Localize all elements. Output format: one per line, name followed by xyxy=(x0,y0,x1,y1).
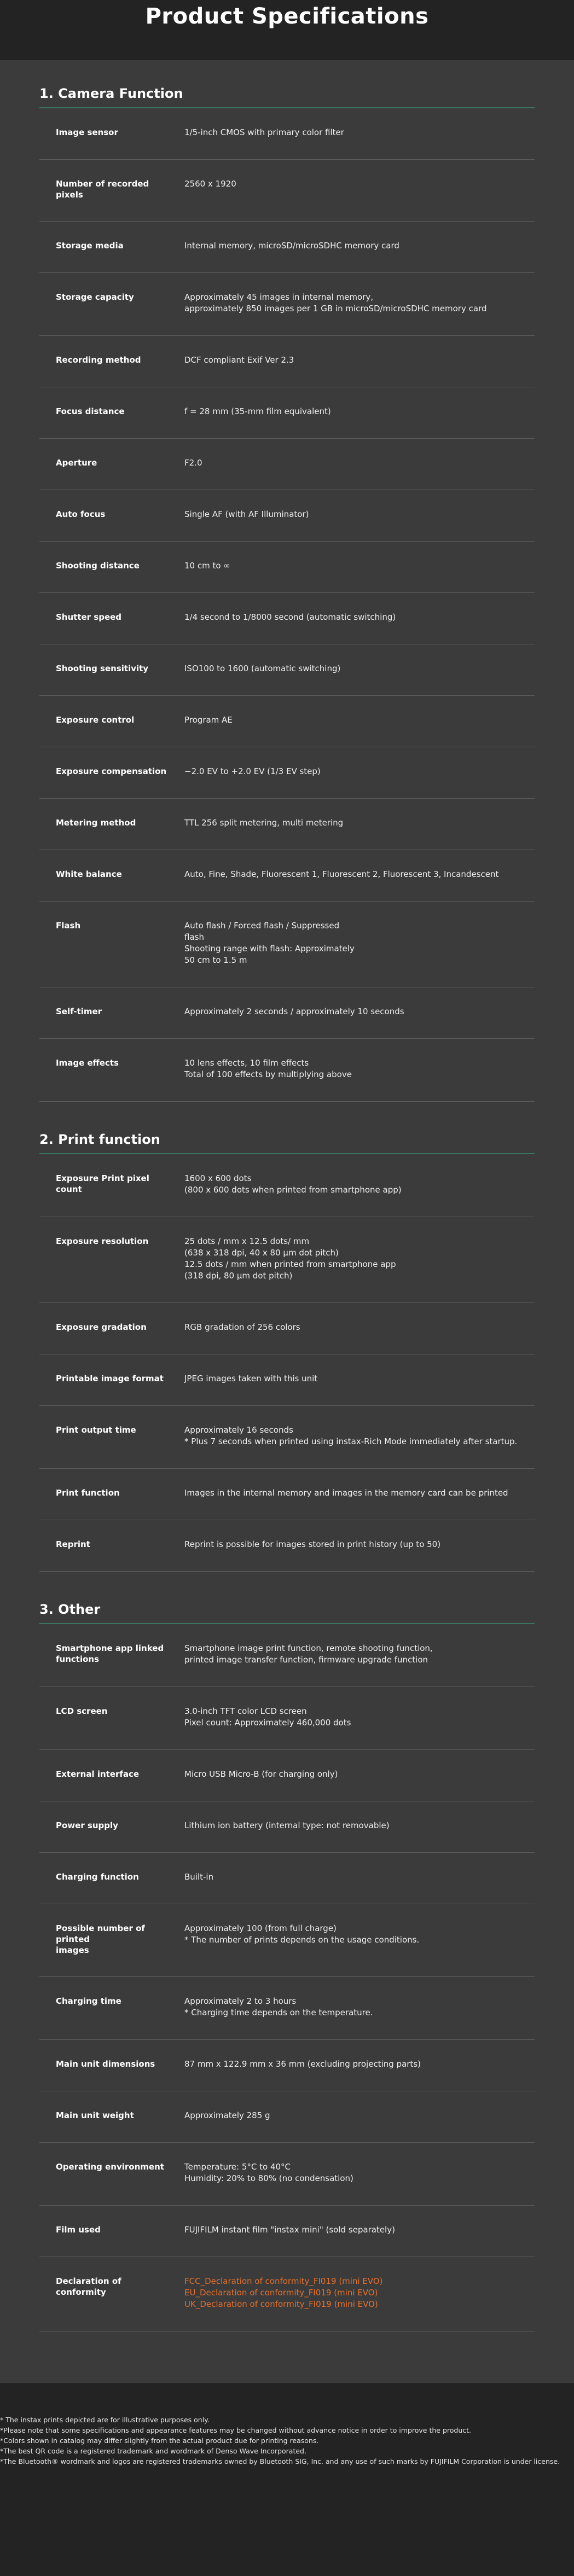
spec-value-line: Images in the internal memory and images in the memory card can be printed xyxy=(184,1488,508,1498)
spec-value-line: Total of 100 effects by multiplying above xyxy=(184,1069,352,1079)
spec-value xyxy=(184,1236,535,1282)
spec-value-line: Internal memory, microSD/microSDHC memory card xyxy=(184,241,399,251)
spec-label xyxy=(39,127,184,138)
spec-label-line: Power supply xyxy=(56,1821,118,1830)
spec-label-line: Print function xyxy=(56,1488,120,1498)
spec-label xyxy=(39,1006,184,1017)
spec-label xyxy=(39,1487,184,1499)
spec-value-line: F2.0 xyxy=(184,458,202,468)
spec-label-line: Metering method xyxy=(56,818,136,828)
spec-label xyxy=(39,1424,184,1447)
spec-label xyxy=(39,560,184,572)
spec-label-line: Exposure Print pixel count xyxy=(56,1173,149,1194)
spec-value-line: Single AF (with AF Illuminator) xyxy=(184,509,309,519)
footer-note: *The Bluetooth® wordmark and logos are registered trademarks owned by Bluetooth SIG, Inc. and any use of such marks by FUJIFILM Corporation is under license. xyxy=(0,2457,560,2465)
spec-value xyxy=(184,1923,535,1956)
spec-label-line: Flash xyxy=(56,921,81,931)
spec-row-shooting-distance xyxy=(39,542,535,593)
spec-label-line: Shooting sensitivity xyxy=(56,664,149,673)
spec-value xyxy=(184,457,535,469)
spec-label-line: White balance xyxy=(56,869,122,879)
spec-value-line: FUJIFILM instant film "instax mini" (sold separately) xyxy=(184,2225,395,2235)
spec-row-external-interface xyxy=(39,1750,535,1801)
spec-row-print-function xyxy=(39,1469,535,1520)
spec-label xyxy=(39,1539,184,1550)
spec-value xyxy=(184,1006,535,1017)
spec-row-storage-media xyxy=(39,222,535,273)
spec-label-line: Storage media xyxy=(56,241,124,251)
spec-row-print-output-time xyxy=(39,1406,535,1469)
spec-value-line: 10 lens effects, 10 film effects xyxy=(184,1058,309,1068)
spec-value xyxy=(184,663,535,674)
spec-value-line: (800 x 600 dots when printed from smartphone app) xyxy=(184,1185,402,1195)
spec-label-line: functions xyxy=(56,1654,99,1664)
declaration-link-3[interactable]: UK_Declaration of conformity_FI019 (mini EVO) xyxy=(184,2299,378,2309)
spec-value xyxy=(184,1643,535,1666)
spec-value xyxy=(184,178,535,200)
spec-row-charging-time xyxy=(39,1977,535,2040)
spec-label-line: Image sensor xyxy=(56,127,118,137)
spec-label-line: Exposure gradation xyxy=(56,1322,147,1332)
spec-value-line: Auto flash / Forced flash / Suppressed xyxy=(184,921,340,931)
spec-row-exposure-gradation xyxy=(39,1303,535,1354)
spec-label-line: Self-timer xyxy=(56,1007,102,1016)
spec-value xyxy=(184,354,535,366)
spec-value xyxy=(184,1322,535,1333)
spec-value xyxy=(184,406,535,417)
spec-label xyxy=(39,920,184,966)
spec-value-line: Program AE xyxy=(184,715,233,725)
spec-row-possible-number-of-printed-images xyxy=(39,1904,535,1977)
spec-value-line: 10 cm to ∞ xyxy=(184,561,230,571)
spec-label-line: Focus distance xyxy=(56,406,125,416)
spec-label xyxy=(39,1923,184,1956)
spec-label-line: Charging function xyxy=(56,1872,139,1882)
spec-row-auto-focus xyxy=(39,490,535,542)
spec-label xyxy=(39,2276,184,2310)
spec-value-line: 87 mm x 122.9 mm x 36 mm (excluding projecting parts) xyxy=(184,2059,421,2069)
spec-label-line: Exposure compensation xyxy=(56,766,167,776)
spec-row-flash xyxy=(39,902,535,987)
spec-value xyxy=(184,766,535,777)
spec-value-line: Reprint is possible for images stored in print history (up to 50) xyxy=(184,1539,441,1549)
declaration-link-1[interactable]: FCC_Declaration of conformity_FI019 (mini EVO) xyxy=(184,2276,383,2286)
spec-value-line: approximately 850 images per 1 GB in microSD/microSDHC memory card xyxy=(184,304,487,313)
spec-value-line: Smartphone image print function, remote shooting function, xyxy=(184,1643,433,1653)
spec-value-line: Micro USB Micro-B (for charging only) xyxy=(184,1769,338,1779)
spec-value-line: Built-in xyxy=(184,1872,214,1882)
spec-label xyxy=(39,766,184,777)
spec-value-line: 1/5-inch CMOS with primary color filter xyxy=(184,127,344,137)
spec-row-shooting-sensitivity xyxy=(39,644,535,696)
spec-value xyxy=(184,1424,535,1447)
spec-value-line: * Charging time depends on the temperature. xyxy=(184,2008,373,2017)
spec-label-line: Print output time xyxy=(56,1425,136,1435)
spec-value-line: * The number of prints depends on the usage conditions. xyxy=(184,1935,420,1945)
spec-value xyxy=(184,817,535,829)
spec-label-line: Possible number of printed xyxy=(56,1923,145,1944)
spec-label-line: LCD screen xyxy=(56,1706,108,1716)
spec-label xyxy=(39,354,184,366)
footer-note: *The best QR code is a registered trademark and wordmark of Denso Wave Incorporated. xyxy=(0,2447,306,2455)
spec-value xyxy=(184,2224,535,2236)
spec-value xyxy=(184,612,535,623)
spec-label-line: Number of recorded pixels xyxy=(56,179,149,200)
spec-value xyxy=(184,1539,535,1550)
spec-row-charging-function xyxy=(39,1853,535,1904)
spec-row-declaration-of-conformity xyxy=(39,2257,535,2331)
spec-value xyxy=(184,1769,535,1780)
spec-label-line: Operating environment xyxy=(56,2162,164,2172)
spec-row-operating-environment xyxy=(39,2143,535,2206)
spec-label xyxy=(39,1057,184,1080)
spec-value xyxy=(184,1173,535,1196)
spec-row-power-supply xyxy=(39,1801,535,1853)
spec-label-line: Image effects xyxy=(56,1058,119,1068)
spec-section-3 xyxy=(39,1601,535,2331)
spec-row-printable-image-format xyxy=(39,1354,535,1406)
page-header xyxy=(0,0,574,60)
spec-row-shutter-speed xyxy=(39,593,535,644)
spec-value xyxy=(184,920,535,966)
spec-value-line: Approximately 45 images in internal memory, xyxy=(184,292,373,302)
spec-label-line: Smartphone app linked xyxy=(56,1643,164,1653)
spec-row-number-of-recorded-pixels xyxy=(39,160,535,222)
spec-label-line: Recording method xyxy=(56,355,141,365)
spec-value xyxy=(184,1820,535,1831)
spec-value-line: TTL 256 split metering, multi metering xyxy=(184,818,344,828)
spec-row-storage-capacity xyxy=(39,273,535,336)
spec-label-line: Declaration of conformity xyxy=(56,2276,121,2297)
spec-content xyxy=(0,60,574,2383)
spec-value-line: flash xyxy=(184,932,204,942)
spec-label-line: images xyxy=(56,1945,89,1955)
spec-label-line: Film used xyxy=(56,2225,101,2235)
spec-value-line: Pixel count: Approximately 460,000 dots xyxy=(184,1718,351,1728)
spec-value-line: Approximately 2 seconds / approximately 10 seconds xyxy=(184,1007,404,1016)
spec-label-line: Main unit dimensions xyxy=(56,2059,155,2069)
spec-row-aperture xyxy=(39,439,535,490)
spec-label xyxy=(39,1373,184,1385)
spec-value-line: Lithium ion battery (internal type: not removable) xyxy=(184,1821,390,1830)
spec-row-self-timer xyxy=(39,987,535,1039)
footer-notes xyxy=(0,2383,574,2576)
spec-label xyxy=(39,663,184,674)
spec-label xyxy=(39,2110,184,2121)
spec-label-line: Exposure resolution xyxy=(56,1236,149,1246)
spec-label xyxy=(39,612,184,623)
spec-label xyxy=(39,869,184,880)
spec-value-line: Auto, Fine, Shade, Fluorescent 1, Fluorescent 2, Fluorescent 3, Incandescent xyxy=(184,869,499,879)
spec-value xyxy=(184,1996,535,2019)
spec-value-line: Shooting range with flash: Approximately xyxy=(184,944,355,953)
spec-row-lcd-screen xyxy=(39,1687,535,1750)
spec-row-white-balance xyxy=(39,850,535,902)
spec-value-line: (318 dpi, 80 μm dot pitch) xyxy=(184,1271,293,1281)
spec-row-smartphone-app-linked-functions xyxy=(39,1624,535,1687)
spec-row-exposure-print-pixel-count xyxy=(39,1154,535,1217)
spec-label-line: Main unit weight xyxy=(56,2110,134,2120)
spec-value xyxy=(184,1057,535,1080)
spec-label-line: Auto focus xyxy=(56,509,106,519)
spec-label xyxy=(39,1871,184,1883)
spec-label xyxy=(39,1769,184,1780)
spec-value xyxy=(184,1871,535,1883)
spec-label xyxy=(39,817,184,829)
spec-row-image-effects xyxy=(39,1039,535,1102)
spec-value xyxy=(184,2110,535,2121)
footer-note: * The instax prints depicted are for illustrative purposes only. xyxy=(0,2416,210,2424)
spec-value-line: DCF compliant Exif Ver 2.3 xyxy=(184,355,294,365)
spec-label xyxy=(39,457,184,469)
spec-value xyxy=(184,714,535,726)
spec-value xyxy=(184,509,535,520)
spec-value xyxy=(184,1373,535,1385)
spec-value-line: (638 x 318 dpi, 40 x 80 μm dot pitch) xyxy=(184,1248,339,1258)
spec-row-recording-method xyxy=(39,336,535,387)
spec-value-line: 3.0-inch TFT color LCD screen xyxy=(184,1706,307,1716)
spec-value xyxy=(184,560,535,572)
spec-value-line: Humidity: 20% to 80% (no condensation) xyxy=(184,2173,353,2183)
spec-label-line: Reprint xyxy=(56,1539,90,1549)
spec-row-film-used xyxy=(39,2206,535,2257)
spec-row-main-unit-weight xyxy=(39,2091,535,2143)
spec-value-line: JPEG images taken with this unit xyxy=(184,1374,318,1383)
spec-label xyxy=(39,2059,184,2070)
spec-label-line: Charging time xyxy=(56,1996,121,2006)
spec-row-metering-method xyxy=(39,799,535,850)
spec-value-line: Temperature: 5°C to 40°C xyxy=(184,2162,291,2172)
spec-label xyxy=(39,406,184,417)
spec-label xyxy=(39,714,184,726)
spec-label xyxy=(39,2224,184,2236)
spec-label xyxy=(39,292,184,315)
spec-value xyxy=(184,240,535,252)
spec-label xyxy=(39,1996,184,2019)
declaration-link-2[interactable]: EU_Declaration of conformity_FI019 (mini EVO) xyxy=(184,2288,378,2298)
spec-section-2 xyxy=(39,1131,535,1572)
footer-note: *Colors shown in catalog may differ slightly from the actual product due for printing reasons. xyxy=(0,2437,319,2445)
spec-label xyxy=(39,1173,184,1196)
spec-value-line: 12.5 dots / mm when printed from smartphone app xyxy=(184,1259,396,1269)
spec-value-line: Approximately 100 (from full charge) xyxy=(184,1923,337,1933)
spec-label xyxy=(39,1236,184,1282)
spec-value-line: 50 cm to 1.5 m xyxy=(184,955,247,965)
spec-label-line: Shutter speed xyxy=(56,612,122,622)
spec-row-image-sensor xyxy=(39,108,535,160)
spec-label-line: Printable image format xyxy=(56,1374,164,1383)
spec-label xyxy=(39,1820,184,1831)
spec-value xyxy=(184,1487,535,1499)
spec-label-line: Exposure control xyxy=(56,715,135,725)
spec-row-exposure-compensation xyxy=(39,747,535,799)
spec-label-line: Storage capacity xyxy=(56,292,134,302)
spec-label xyxy=(39,1322,184,1333)
spec-value-line: ISO100 to 1600 (automatic switching) xyxy=(184,664,341,673)
spec-value xyxy=(184,2161,535,2184)
spec-label xyxy=(39,178,184,200)
spec-value-line: * Plus 7 seconds when printed using instax-Rich Mode immediately after startup. xyxy=(184,1437,518,1446)
footer-note: *Please note that some specifications and appearance features may be changed without advance notice in order to improve the product. xyxy=(0,2426,472,2434)
spec-value-line: Approximately 285 g xyxy=(184,2110,270,2120)
spec-row-focus-distance xyxy=(39,387,535,439)
spec-row-reprint xyxy=(39,1520,535,1572)
spec-value xyxy=(184,2059,535,2070)
spec-value-line: Approximately 2 to 3 hours xyxy=(184,1996,297,2006)
spec-value xyxy=(184,292,535,315)
spec-label xyxy=(39,2161,184,2184)
spec-label-line: Shooting distance xyxy=(56,561,140,571)
spec-section-1 xyxy=(39,85,535,1102)
spec-value-line: printed image transfer function, firmware upgrade function xyxy=(184,1655,428,1665)
spec-label xyxy=(39,240,184,252)
spec-value-line: 25 dots / mm x 12.5 dots/ mm xyxy=(184,1236,310,1246)
spec-value-line: RGB gradation of 256 colors xyxy=(184,1322,300,1332)
spec-row-main-unit-dimensions xyxy=(39,2040,535,2091)
section-title: 2. Print function xyxy=(39,1131,535,1154)
spec-row-exposure-control xyxy=(39,696,535,747)
spec-label xyxy=(39,509,184,520)
spec-label-line: External interface xyxy=(56,1769,140,1779)
section-title: 3. Other xyxy=(39,1601,535,1624)
spec-value-line: Approximately 16 seconds xyxy=(184,1425,293,1435)
spec-label xyxy=(39,1706,184,1729)
spec-row-exposure-resolution xyxy=(39,1217,535,1303)
spec-value-line: 1/4 second to 1/8000 second (automatic switching) xyxy=(184,612,396,622)
spec-value xyxy=(184,127,535,138)
section-title: 1. Camera Function xyxy=(39,85,535,108)
spec-value xyxy=(184,869,535,880)
spec-value xyxy=(184,2276,535,2310)
page-title: Product Specifications xyxy=(145,4,429,29)
spec-value-line: 2560 x 1920 xyxy=(184,179,236,189)
spec-label xyxy=(39,1643,184,1666)
spec-value-line: −2.0 EV to +2.0 EV (1/3 EV step) xyxy=(184,766,321,776)
spec-value-line: 1600 x 600 dots xyxy=(184,1173,252,1183)
spec-label-line: Aperture xyxy=(56,458,97,468)
spec-value xyxy=(184,1706,535,1729)
spec-value-line: f = 28 mm (35-mm film equivalent) xyxy=(184,406,331,416)
